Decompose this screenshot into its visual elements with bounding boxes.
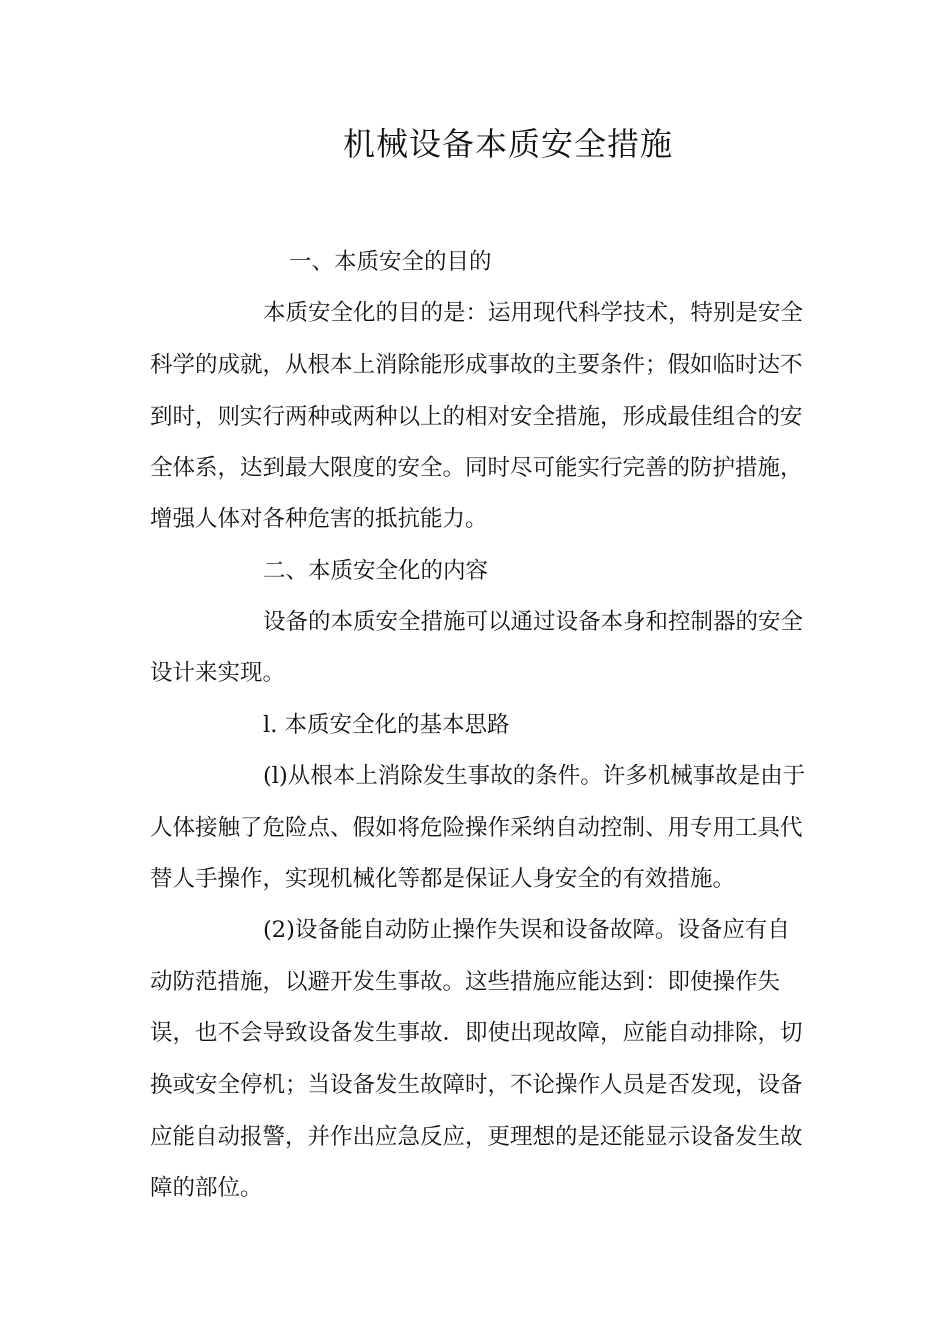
paragraph-4-line-3: 误，也不会导致设备发生事故．即使出现故障，应能自动排除，切: [150, 1020, 803, 1046]
paragraph-3-line-2: 人体接触了危险点、假如将危险操作采纳自动控制、用专用工具代: [150, 815, 803, 841]
paragraph-2-line-1: 设备的本质安全措施可以通过设备本身和控制器的安全: [263, 609, 804, 635]
section-heading-2: 二、本质安全化的内容: [263, 558, 489, 584]
paragraph-1-line-1: 本质安全化的目的是：运用现代科学技术，特别是安全: [263, 300, 804, 326]
paragraph-1-line-4: 全体系，达到最大限度的安全。同时尽可能实行完善的防护措施，: [150, 455, 803, 481]
paragraph-4-line-2: 动防范措施，以避开发生事故。这些措施应能达到：即使操作失: [150, 969, 781, 995]
paragraph-1-line-2: 科学的成就，从根本上消除能形成事故的主要条件；假如临时达不: [150, 352, 803, 378]
paragraph-4-line-4: 换或安全停机；当设备发生故障时，不论操作人员是否发现，设备: [150, 1072, 803, 1098]
section-heading-1: 一、本质安全的目的: [289, 249, 492, 275]
paragraph-4-line-6: 障的部位。: [150, 1175, 263, 1201]
paragraph-4-line-5: 应能自动报警，并作出应急反应，更理想的是还能显示设备发生故: [150, 1124, 803, 1150]
paragraph-3-line-3: 替人手操作，实现机械化等都是保证人身安全的有效措施。: [150, 866, 736, 892]
paragraph-3-line-1: (l)从根本上消除发生事故的条件。许多机械事故是由于: [263, 763, 806, 789]
paragraph-4-line-1: (2)设备能自动防止操作失误和设备故障。设备应有自: [263, 917, 790, 943]
paragraph-2-line-2: 设计来实现。: [150, 660, 286, 686]
paragraph-1-line-3: 到时，则实行两种或两种以上的相对安全措施，形成最佳组合的安: [150, 404, 803, 430]
paragraph-1-line-5: 增强人体对各种危害的抵抗能力。: [150, 506, 488, 532]
subsection-heading: l. 本质安全化的基本思路: [263, 712, 510, 738]
document-title: 机械设备本质安全措施: [342, 125, 673, 163]
